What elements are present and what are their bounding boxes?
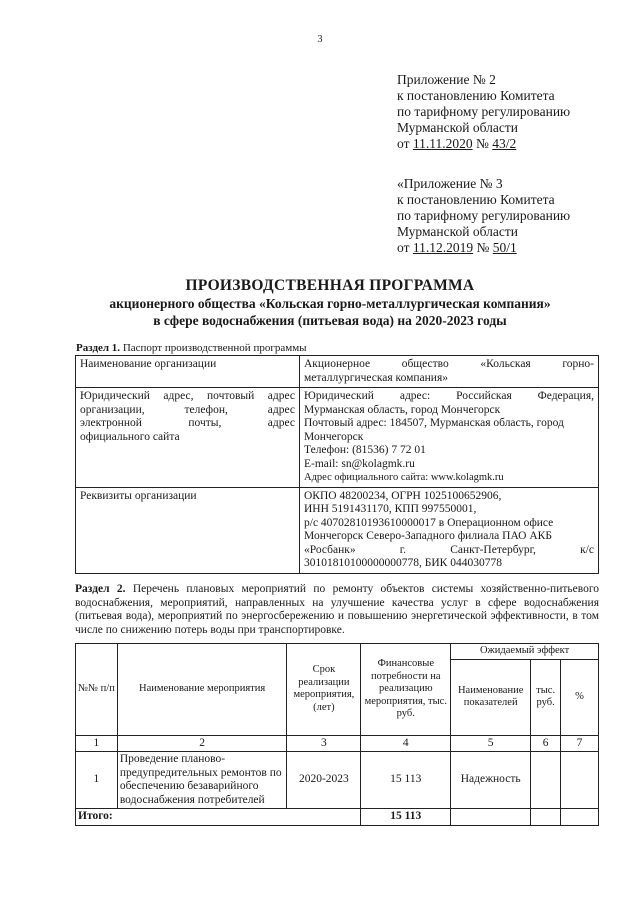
section-1-caption-text: Паспорт производственной программы <box>122 342 307 354</box>
passport-value <box>300 487 599 573</box>
empty-cell <box>451 809 531 826</box>
value-line: «Росбанк» г. Санкт-Петербург, к/с <box>304 543 594 556</box>
column-number: 7 <box>561 735 599 752</box>
value-line: ОКПО 48200234, ОГРН 1025100652906, <box>304 489 502 502</box>
header-indicator: Наименование показателей <box>451 659 531 735</box>
appendix-3-title: «Приложение № 3 <box>397 176 503 191</box>
appendix-2-title: Приложение № 2 <box>397 72 496 87</box>
column-number: 2 <box>117 735 287 752</box>
title-line-3: в сфере водоснабжения (питьевая вода) на 2020-2023 годы <box>153 313 507 328</box>
empty-cell <box>531 809 561 826</box>
value-line: Адрес официального сайта: www.kolagmk.ru <box>304 472 504 483</box>
value-line: Юридический адрес: Российская Федерация, <box>304 390 594 402</box>
appendix-2-line: Мурманской области <box>397 120 518 135</box>
date-prefix: от <box>397 240 410 255</box>
table-row <box>76 752 599 809</box>
table-row <box>76 388 599 488</box>
value-line: Мончегорск <box>304 430 364 443</box>
appendix-3-date: 11.12.2019 <box>412 240 474 255</box>
row-activity-name: Проведение планово-предупредительных ремонтов по обеспечению безаварийного водоснабжения потребителей <box>117 752 287 809</box>
row-thousand-rub <box>531 752 561 809</box>
column-number: 5 <box>451 735 531 752</box>
section-2-paragraph <box>75 583 599 637</box>
passport-label: Наименование организации <box>76 356 300 388</box>
number-prefix: № <box>475 136 489 151</box>
total-row <box>76 809 599 826</box>
appendix-3-line: по тарифному регулированию <box>397 208 571 223</box>
value-line: металлургическая компания» <box>304 371 448 384</box>
value-line: р/с 40702810193610000017 в Операционном офисе <box>304 516 554 529</box>
plan-table <box>75 643 599 826</box>
total-label: Итого: <box>76 809 361 826</box>
appendix-3-line: Мурманской области <box>397 224 518 239</box>
header-effect: Ожидаемый эффект <box>451 644 599 660</box>
title-line-1: ПРОИЗВОДСТВЕННАЯ ПРОГРАММА <box>185 277 475 294</box>
label-line: Юридический адрес, почтовый адрес <box>80 390 295 402</box>
row-term: 2020-2023 <box>287 752 361 809</box>
table-row <box>76 356 599 388</box>
column-numbers-row <box>76 735 599 752</box>
passport-table <box>75 355 599 574</box>
table-row <box>76 487 599 573</box>
section-1-caption <box>76 342 307 354</box>
title-line-2: акционерного общества «Кольская горно-металлургическая компания» <box>109 296 551 311</box>
value-line: Мурманская область, город Мончегорск <box>304 403 501 416</box>
appendix-2-block <box>397 72 570 152</box>
value-line: Мончегорск Северо-Западного филиала ПАО АКБ <box>304 530 552 542</box>
column-number: 3 <box>287 735 361 752</box>
appendix-2-date-line <box>397 136 570 152</box>
page-number: 3 <box>317 34 323 45</box>
program-title <box>60 276 600 329</box>
appendix-3-block <box>397 176 570 256</box>
header-finance: Финансовые потребности на реализацию мероприятия, тыс. руб. <box>361 644 451 736</box>
row-percent <box>561 752 599 809</box>
date-prefix: от <box>397 136 410 151</box>
column-number: 1 <box>76 735 118 752</box>
row-num: 1 <box>76 752 118 809</box>
label-line: организации, телефон, адрес <box>80 403 295 416</box>
value-line: E-mail: sn@kolagmk.ru <box>304 457 415 470</box>
column-number: 4 <box>361 735 451 752</box>
passport-value <box>300 356 599 388</box>
passport-label: Реквизиты организации <box>76 487 300 573</box>
number-prefix: № <box>476 240 490 255</box>
value-line: Акционерное общество «Кольская горно- <box>304 358 594 370</box>
row-finance: 15 113 <box>361 752 451 809</box>
header-num: №№ п/п <box>76 644 118 736</box>
value-line: Телефон: (81536) 7 72 01 <box>304 444 426 456</box>
passport-label <box>76 388 300 488</box>
passport-value <box>300 388 599 488</box>
label-line: электронной почты, адрес <box>80 417 295 429</box>
table-header-row <box>76 644 599 660</box>
value-line: ИНН 5191431170, КПП 997550001, <box>304 503 477 515</box>
appendix-2-date: 11.11.2020 <box>412 136 473 151</box>
section-1-label: Раздел 1. <box>76 342 121 354</box>
header-percent: % <box>561 659 599 735</box>
section-2-text: Перечень плановых мероприятий по ремонту объектов системы хозяйственно-питьевого водоснабжения, мероприятий, направленных на улучшение качества услуг в сфере водоснабжения (питьевая вода), мероприятий по энергосбережению и повышению энергетической эффективности, в том числе по снижению потерь воды при транспортировке. <box>75 583 600 636</box>
header-term: Срок реализации мероприятия, (лет) <box>287 644 361 736</box>
row-indicator: Надежность <box>451 752 531 809</box>
value-line: 30101810100000000778, БИК 044030778 <box>304 557 502 569</box>
total-value: 15 113 <box>361 809 451 826</box>
appendix-3-number: 50/1 <box>492 240 517 255</box>
label-line: официального сайта <box>80 430 180 443</box>
empty-cell <box>561 809 599 826</box>
appendix-2-line: к постановлению Комитета <box>397 88 555 103</box>
value-line: Почтовый адрес: 184507, Мурманская область, город <box>304 417 564 429</box>
section-2-label: Раздел 2. <box>75 583 126 595</box>
appendix-3-date-line <box>397 240 570 256</box>
appendix-3-line: к постановлению Комитета <box>397 192 555 207</box>
header-thousand-rub: тыс. руб. <box>531 659 561 735</box>
header-name: Наименование мероприятия <box>117 644 287 736</box>
appendix-2-number: 43/2 <box>492 136 517 151</box>
appendix-2-line: по тарифному регулированию <box>397 104 571 119</box>
column-number: 6 <box>531 735 561 752</box>
